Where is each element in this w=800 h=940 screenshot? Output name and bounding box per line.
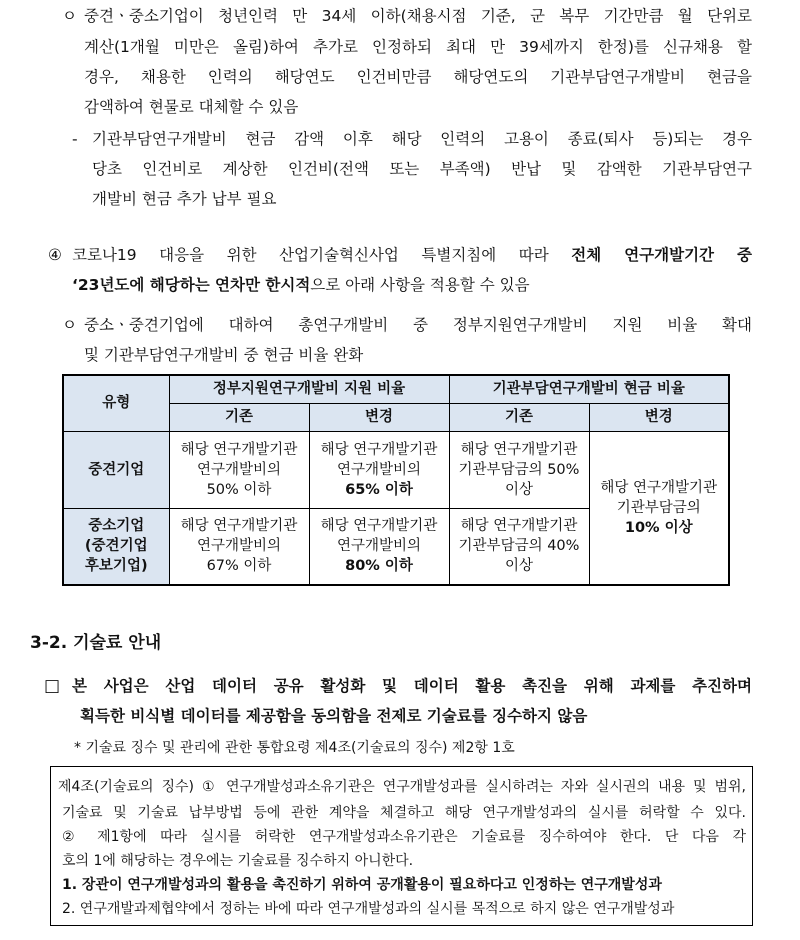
cell-line: 연구개발비의 bbox=[196, 461, 282, 478]
para5-line-1: 본 사업은 산업 데이터 공유 활성화 및 데이터 활용 촉진을 위해 과제를 추진하며 bbox=[72, 677, 752, 695]
cell-line: 해당 연구개발기관 bbox=[320, 518, 438, 535]
bullet-marker: ㅇ bbox=[62, 7, 77, 25]
para4-line-2: 및 기관부담연구개발비 중 현금 비율 완화 bbox=[84, 346, 364, 364]
header-inst-before: 기존 bbox=[449, 403, 589, 431]
gov-before-cell bbox=[169, 508, 309, 585]
cell-line: 연구개발비의 bbox=[196, 538, 282, 555]
header-type: 유형 bbox=[63, 375, 169, 431]
box-bold-line: 1. 장관이 연구개발성과의 활용을 촉진하기 위하여 공개활용이 필요하다고 인정하는 연구개발성과 bbox=[62, 877, 662, 893]
cell-line-bold: 80% 이하 bbox=[345, 558, 413, 575]
box-line-3: ② 제1항에 따라 실시를 허락한 연구개발성과소유기관은 기술료를 징수하여야 한다. 단 다음 각 bbox=[62, 829, 746, 845]
para3-line1-normal: 코로나19 대응을 위한 산업기술혁신사업 특별지침에 따라 bbox=[72, 246, 572, 264]
inst-before-cell bbox=[449, 431, 589, 508]
inst-after-common-cell bbox=[589, 431, 729, 585]
cell-line: 이상 bbox=[504, 558, 533, 575]
inst-before-cell bbox=[449, 508, 589, 585]
header-inst-rate: 기관부담연구개발비 현금 비율 bbox=[449, 375, 729, 403]
cell-line: 연구개발비의 bbox=[336, 461, 422, 478]
cell-line-bold: 65% 이하 bbox=[345, 481, 413, 498]
gov-before-cell bbox=[169, 431, 309, 508]
para1-line-2: 계산(1개월 미만은 올림)하여 추가로 인정하되 최대 만 39세까지 한정)를 신규채용 할 bbox=[84, 38, 752, 56]
box-line-1: 제4조(기술료의 징수) ① 연구개발성과소유기관은 연구개발성과를 실시하려는 자와 실시권의 내용 및 범위, bbox=[58, 779, 746, 795]
cell-line: 기관부담금의 40% bbox=[458, 538, 580, 555]
cell-line: 이상 bbox=[504, 481, 533, 498]
cell-line: 해당 연구개발기관 bbox=[180, 518, 298, 535]
para1-line-3: 경우, 채용한 인력의 해당연도 인건비만큼 해당연도의 기관부담연구개발비 현금을 bbox=[84, 68, 752, 86]
para3-line2-bold: ‘23년도에 해당하는 연차만 한시적 bbox=[72, 276, 311, 294]
row-type-text: 중소기업 bbox=[88, 518, 145, 535]
para2-line-2: 당초 인건비로 계상한 인건비(전액 또는 부족액) 반납 및 감액한 기관부담연구 bbox=[92, 160, 752, 178]
header-gov-after: 변경 bbox=[309, 403, 449, 431]
para4-line-1: 중소ㆍ중견기업에 대하여 총연구개발비 중 정부지원연구개발비 지원 비율 확대 bbox=[84, 316, 752, 334]
cell-line: 연구개발비의 bbox=[336, 538, 422, 555]
circled-number-4: ④ bbox=[48, 246, 62, 264]
bullet-marker: ㅇ bbox=[62, 316, 77, 334]
cell-line: 67% 이하 bbox=[206, 558, 272, 575]
table-row bbox=[63, 431, 729, 508]
para3-line1-bold: 전체 연구개발기간 중 bbox=[571, 246, 752, 264]
box-line-2: 기술료 및 기술료 납부방법 등에 관한 계약을 체결하고 해당 연구개발성과의 실시를 허락할 수 있다. bbox=[62, 805, 746, 821]
header-gov-before: 기존 bbox=[169, 403, 309, 431]
support-rate-table bbox=[62, 374, 730, 586]
cell-line: 기관부담금의 bbox=[616, 499, 701, 516]
cell-line-bold: 10% 이상 bbox=[624, 519, 693, 536]
footnote: * 기술료 징수 및 관리에 관한 통합요령 제4조(기술료의 징수) 제2항 1호 bbox=[74, 740, 515, 756]
section-title: 3-2. 기술료 안내 bbox=[30, 633, 162, 653]
row-type-cell bbox=[63, 431, 169, 508]
cell-line: 기관부담금의 50% bbox=[458, 461, 580, 478]
cell-line: 해당 연구개발기관 bbox=[460, 441, 578, 458]
header-gov-rate: 정부지원연구개발비 지원 비율 bbox=[169, 375, 449, 403]
row-type-text: 후보기업) bbox=[84, 558, 148, 575]
dash-marker: - bbox=[72, 130, 78, 148]
row-type-text: (중견기업 bbox=[84, 538, 148, 555]
gov-after-cell bbox=[309, 431, 449, 508]
para1-line-1: 중견ㆍ중소기업이 청년인력 만 34세 이하(채용시점 기준, 군 복무 기간만큼 월 단위로 bbox=[84, 7, 752, 25]
regulation-box bbox=[50, 766, 753, 926]
para2-line-1: 기관부담연구개발비 현금 감액 이후 해당 인력의 고용이 종료(퇴사 등)되는 경우 bbox=[92, 130, 752, 148]
row-type-text: 중견기업 bbox=[88, 461, 145, 478]
checkbox-marker: □ bbox=[44, 676, 61, 696]
cell-line: 해당 연구개발기관 bbox=[320, 441, 438, 458]
header-inst-after: 변경 bbox=[589, 403, 729, 431]
para1-line-4: 감액하여 현물로 대체할 수 있음 bbox=[84, 98, 299, 116]
para3-line-1 bbox=[72, 245, 752, 265]
cell-line: 해당 연구개발기관 bbox=[600, 479, 718, 496]
cell-line: 해당 연구개발기관 bbox=[460, 518, 578, 535]
box-last-line: 2. 연구개발과제협약에서 정하는 바에 따라 연구개발성과의 실시를 목적으로 하지 않은 연구개발성과 bbox=[62, 901, 675, 917]
gov-after-cell bbox=[309, 508, 449, 585]
row-type-cell bbox=[63, 508, 169, 585]
para5-line-2: 획득한 비식별 데이터를 제공함을 동의함을 전제로 기술료를 징수하지 않음 bbox=[80, 707, 588, 725]
para2-line-3: 개발비 현금 추가 납부 필요 bbox=[92, 190, 277, 208]
para3-line2-normal: 으로 아래 사항을 적용할 수 있음 bbox=[310, 276, 530, 294]
box-line-4: 호의 1에 해당하는 경우에는 기술료를 징수하지 아니한다. bbox=[62, 853, 414, 869]
para3-line-2 bbox=[72, 275, 530, 295]
cell-line: 50% 이하 bbox=[206, 481, 272, 498]
cell-line: 해당 연구개발기관 bbox=[180, 441, 298, 458]
